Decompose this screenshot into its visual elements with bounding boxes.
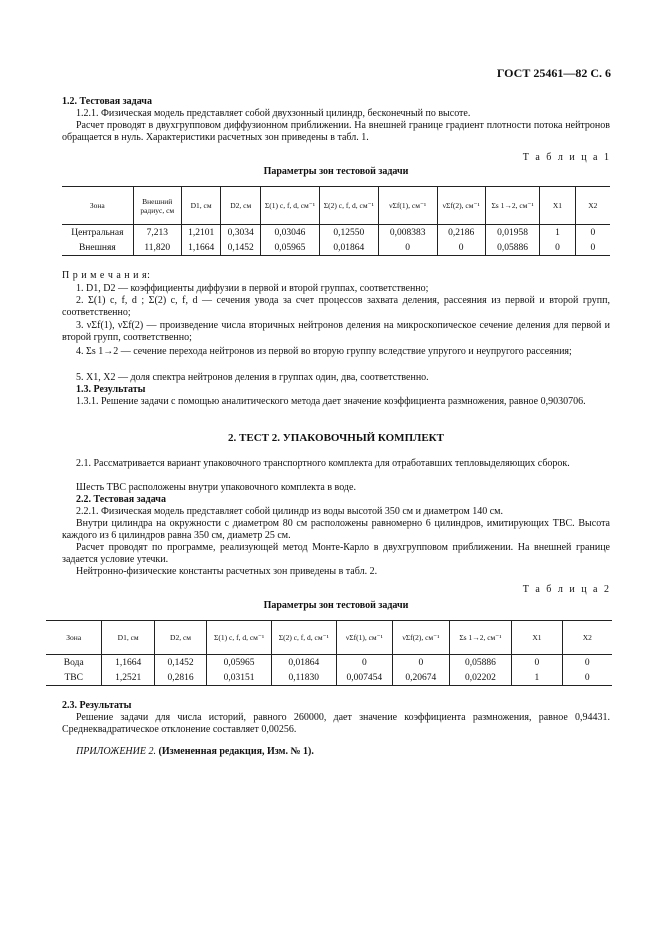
note-3: 3. νΣf(1), νΣf(2) — произведение числа вторичных нейтронов деления на микроскопическое сечение деления для первой и второй групп, соответственно; <box>62 320 610 343</box>
table1-cell: Внешняя <box>62 240 133 256</box>
table1-cell: 11,820 <box>133 240 181 256</box>
table1-header: X1 <box>540 187 575 225</box>
table2-cell: 0 <box>562 670 612 686</box>
table1-header: D1, см <box>181 187 221 225</box>
table1-header: X2 <box>575 187 610 225</box>
table2 <box>46 620 612 686</box>
table2-header: D2, см <box>154 621 206 655</box>
table2-cell: 0,1452 <box>154 655 206 671</box>
table1-cell: Центральная <box>62 225 133 241</box>
table2-header: νΣf(2), см⁻¹ <box>393 621 449 655</box>
table2-cell: 0,02202 <box>449 670 512 686</box>
table2-cell: 0,01864 <box>271 655 336 671</box>
table1-cell: 0,05886 <box>485 240 540 256</box>
paragraph-2-2-1-b: Внутри цилиндра на окружности с диаметром 80 см расположены равномерно 6 цилиндров, имитирующих ТВС. Высота каждого из 6 цилиндров равна 350 см, диаметр 25 см. <box>62 518 610 541</box>
table1-header: Σs 1→2, см⁻¹ <box>485 187 540 225</box>
table2-cell: 0 <box>393 655 449 671</box>
table1-cell: 0,12550 <box>319 225 378 241</box>
table2-header: Зона <box>46 621 102 655</box>
table2-cell: 1 <box>512 670 562 686</box>
table-row <box>46 670 612 686</box>
table1-title: Параметры зон тестовой задачи <box>263 166 409 177</box>
table2-header: X2 <box>562 621 612 655</box>
table-row <box>62 240 610 256</box>
table2-header: Σ(2) c, f, d, см⁻¹ <box>271 621 336 655</box>
table1-header: νΣf(2), см⁻¹ <box>437 187 485 225</box>
note-1: 1. D1, D2 — коэффициенты диффузии в первой и второй группах, соответственно; <box>76 283 429 294</box>
table2-title: Параметры зон тестовой задачи <box>263 600 409 611</box>
section-1-2-title: 1.2. Тестовая задача <box>62 96 152 107</box>
table1-label: Т а б л и ц а 1 <box>522 152 611 163</box>
table1-cell: 0 <box>378 240 437 256</box>
table1-cell: 1,2101 <box>181 225 221 241</box>
table-row <box>46 655 612 671</box>
table1-header: Σ(1) c, f, d, см⁻¹ <box>261 187 320 225</box>
table2-header: νΣf(1), см⁻¹ <box>336 621 392 655</box>
table1-header: Зона <box>62 187 133 225</box>
table1-cell: 0 <box>437 240 485 256</box>
paragraph-2-2-1: 2.2.1. Физическая модель представляет собой цилиндр из воды высотой 350 см и диаметром 140 см. <box>76 506 504 517</box>
table1-header: Σ(2) c, f, d, см⁻¹ <box>319 187 378 225</box>
notes-title: П р и м е ч а н и я: <box>62 270 151 281</box>
paragraph-2-2-1-c: Расчет проводят по программе, реализующей метод Монте-Карло в двухгрупповом приближении. На внешней границе задается условие утечки. <box>62 542 610 565</box>
table2-cell: ТВС <box>46 670 102 686</box>
table1-cell: 0 <box>575 225 610 241</box>
table2-cell: 0,11830 <box>271 670 336 686</box>
footer-note <box>62 746 610 758</box>
table1-cell: 0,01864 <box>319 240 378 256</box>
table1-cell: 1,1664 <box>181 240 221 256</box>
footer-bold: (Измененная редакция, Изм. № 1). <box>158 746 314 757</box>
table1-cell: 0,2186 <box>437 225 485 241</box>
table2-cell: 0,05886 <box>449 655 512 671</box>
table1-cell: 0,1452 <box>221 240 261 256</box>
table2-cell: 0,20674 <box>393 670 449 686</box>
table2-header: X1 <box>512 621 562 655</box>
table1-cell: 0,05965 <box>261 240 320 256</box>
table1-cell: 0,008383 <box>378 225 437 241</box>
table1-cell: 0,01958 <box>485 225 540 241</box>
table2-header: Σ(1) c, f, d, см⁻¹ <box>207 621 272 655</box>
table2-label: Т а б л и ц а 2 <box>522 584 611 595</box>
table2-header: Σs 1→2, см⁻¹ <box>449 621 512 655</box>
table2-cell: 0,2816 <box>154 670 206 686</box>
paragraph-1-2-1-b: Расчет проводят в двухгрупповом диффузионном приближении. На внешней границе градиент плотности потока нейтронов обращается в нуль. Характеристики расчетных зон приведены в табл. 1. <box>62 120 610 143</box>
paragraph-2-3: Решение задачи для числа историй, равного 260000, дает значение коэффициента размножения, равное 0,94431. Среднеквадратическое отклонение составляет 0,00256. <box>62 712 610 735</box>
section-1-3-title: 1.3. Результаты <box>76 384 146 395</box>
section-2-title: 2. ТЕСТ 2. УПАКОВОЧНЫЙ КОМПЛЕКТ <box>228 432 444 444</box>
table2-cell: 1,1664 <box>102 655 154 671</box>
paragraph-2-2-1-d: Нейтронно-физические константы расчетных зон приведены в табл. 2. <box>76 566 378 577</box>
table2-header: D1, см <box>102 621 154 655</box>
table2-cell: Вода <box>46 655 102 671</box>
table1-cell: 0 <box>540 240 575 256</box>
section-2-2-title: 2.2. Тестовая задача <box>76 494 166 505</box>
table2-cell: 1,2521 <box>102 670 154 686</box>
table2-cell: 0 <box>512 655 562 671</box>
table2-cell: 0,05965 <box>207 655 272 671</box>
table1-cell: 0,03046 <box>261 225 320 241</box>
table1-header: D2, см <box>221 187 261 225</box>
paragraph-2-1-b: Шесть ТВС расположены внутри упаковочного комплекта в воде. <box>76 482 356 493</box>
table1-header: νΣf(1), см⁻¹ <box>378 187 437 225</box>
note-5: 5. X1, X2 — доля спектра нейтронов деления в группах один, два, соответственно. <box>76 372 429 383</box>
paragraph-2-1: 2.1. Рассматривается вариант упаковочного транспортного комплекта для отработавших тепловыделяющих сборок. <box>76 458 570 469</box>
table2-cell: 0,03151 <box>207 670 272 686</box>
paragraph-1-2-1: 1.2.1. Физическая модель представляет собой двухзонный цилиндр, бесконечный по высоте. <box>76 108 471 119</box>
footer-italic: ПРИЛОЖЕНИЕ 2. <box>76 746 156 757</box>
table2-cell: 0,007454 <box>336 670 392 686</box>
section-2-3-title: 2.3. Результаты <box>62 700 132 711</box>
table1-cell: 1 <box>540 225 575 241</box>
table1-cell: 0 <box>575 240 610 256</box>
note-2: 2. Σ(1) c, f, d ; Σ(2) c, f, d — сечения увода за счет процессов захвата деления, рассеяния из первой и второй групп, соответственно; <box>62 295 610 318</box>
page-header: ГОСТ 25461—82 С. 6 <box>496 66 611 80</box>
table-row <box>62 225 610 241</box>
note-4: 4. Σs 1→2 — сечение перехода нейтронов из первой во вторую группу вследствие упругого и неупругого рассеяния; <box>76 346 572 357</box>
table1 <box>62 186 610 256</box>
table1-cell: 0,3034 <box>221 225 261 241</box>
table1-header: Внешний радиус, см <box>133 187 181 225</box>
paragraph-1-3-1: 1.3.1. Решение задачи с помощью аналитического метода дает значение коэффициента размножения, равное 0,9030706. <box>76 396 586 407</box>
table2-cell: 0 <box>336 655 392 671</box>
table2-cell: 0 <box>562 655 612 671</box>
table1-cell: 7,213 <box>133 225 181 241</box>
